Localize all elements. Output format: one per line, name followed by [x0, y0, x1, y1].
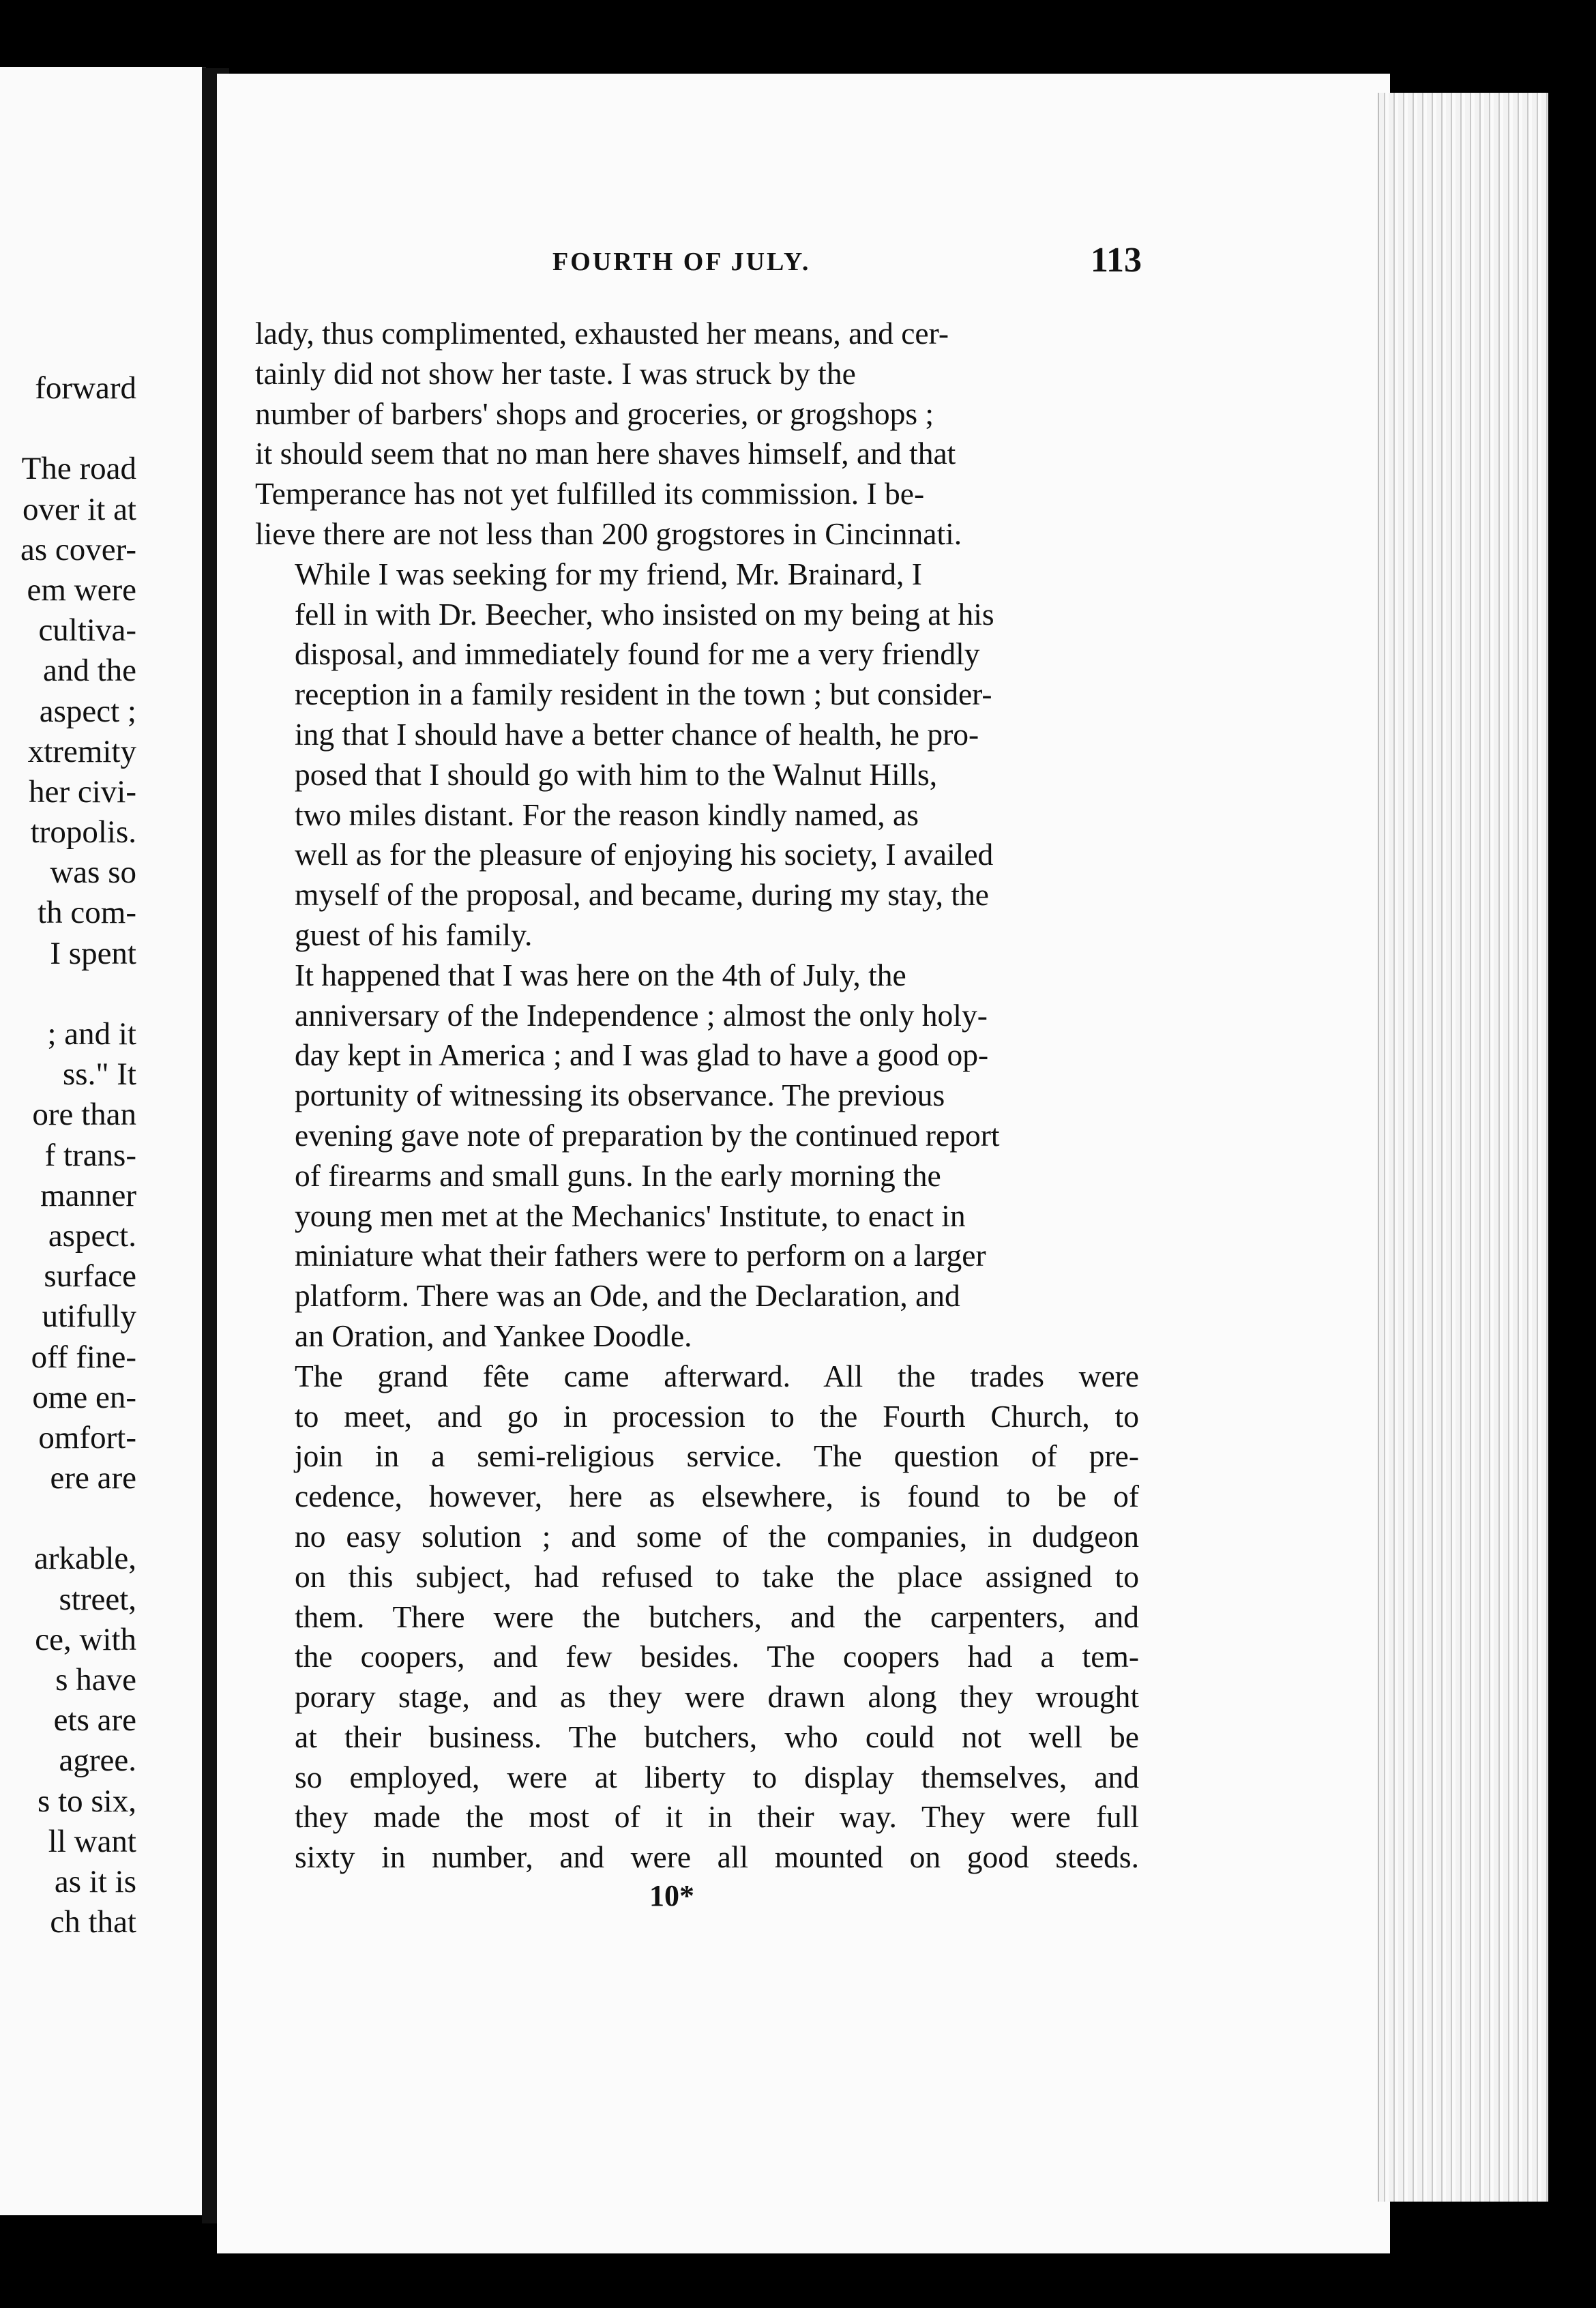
left-page-line: as cover- — [20, 531, 136, 567]
text-line: young men met at the Mechanics' Institute, to enact in — [295, 1198, 966, 1233]
left-page-line: over it at — [22, 491, 136, 527]
text-line: an Oration, and Yankee Doodle. — [295, 1318, 692, 1353]
running-head: FOURTH OF JULY. — [552, 248, 811, 276]
left-page-line: th com- — [38, 895, 136, 931]
text-line: disposal, and immediately found for me a very friendly — [295, 636, 980, 672]
left-page-line: her civi- — [29, 773, 136, 810]
left-page-line: ome en- — [32, 1379, 136, 1415]
left-page-line: aspect ; — [39, 693, 136, 729]
page-edges — [1378, 93, 1548, 2202]
left-page-line: manner — [40, 1177, 136, 1213]
left-page-line: off fine- — [31, 1339, 136, 1375]
text-line: it should seem that no man here shaves himself, and that — [255, 436, 956, 471]
left-page-line: agree. — [59, 1743, 136, 1779]
text-line: guest of his family. — [295, 917, 533, 952]
left-page-line: omfort- — [38, 1419, 136, 1455]
left-page-line: and the — [42, 653, 136, 689]
page-number: 113 — [1090, 241, 1142, 280]
paragraph-3 — [255, 956, 1139, 1357]
left-page-line: ce, with — [35, 1621, 136, 1657]
text-line: lady, thus complimented, exhausted her means, and cer- — [255, 316, 949, 351]
left-page-text — [0, 368, 136, 1942]
paragraph-4 — [255, 1357, 1139, 1878]
text-line: myself of the proposal, and became, during my stay, the — [295, 877, 989, 913]
text-line: no easy solution ; and some of the companies, in dudgeon — [295, 1518, 1139, 1554]
text-line: fell in with Dr. Beecher, who insisted on my being at his — [295, 596, 994, 632]
text-line: evening gave note of preparation by the continued report — [295, 1117, 1000, 1153]
text-line: join in a semi-religious service. The question of pre- — [295, 1438, 1139, 1474]
left-page — [0, 67, 206, 2215]
text-line: number of barbers' shops and groceries, or grogshops ; — [255, 396, 934, 431]
signature-mark: 10* — [649, 1879, 694, 1912]
text-line: anniversary of the Independence ; almost the only holy- — [295, 997, 988, 1033]
left-page-line: ; and it — [47, 1016, 136, 1052]
left-page-line: aspect. — [48, 1217, 136, 1254]
left-page-line: em were — [27, 572, 136, 608]
left-page-line: The road — [21, 451, 136, 487]
text-line: tainly did not show her taste. I was struck by the — [255, 355, 856, 391]
left-page-line: f trans- — [44, 1137, 136, 1173]
left-page-line: surface — [44, 1258, 136, 1294]
left-page-line: I spent — [50, 935, 136, 971]
left-page-line: ets are — [53, 1702, 136, 1739]
left-page-line: s to six, — [38, 1783, 136, 1819]
paragraph-2 — [255, 554, 1139, 956]
text-line: portunity of witnessing its observance. The previous — [295, 1078, 945, 1113]
left-page-line: ch that — [50, 1904, 136, 1940]
text-line: lieve there are not less than 200 grogstores in Cincinnati. — [255, 516, 962, 551]
text-line: so employed, were at liberty to display themselves, and — [295, 1759, 1139, 1794]
left-page-line: ere are — [50, 1460, 136, 1496]
text-line: to meet, and go in procession to the Fourth Church, to — [295, 1398, 1139, 1434]
text-line: them. There were the butchers, and the carpenters, and — [295, 1599, 1139, 1634]
text-line: It happened that I was here on the 4th of July, the — [295, 957, 906, 992]
left-page-line: xtremity — [27, 733, 136, 769]
text-line: platform. There was an Ode, and the Declaration, and — [295, 1278, 960, 1314]
left-page-line: arkable, — [33, 1541, 136, 1577]
text-line: well as for the pleasure of enjoying his society, I availed — [295, 837, 994, 872]
left-page-line: cultiva- — [38, 612, 136, 649]
text-line: sixty in number, and were all mounted on good steeds. — [295, 1839, 1139, 1875]
left-page-line: street, — [59, 1581, 136, 1617]
text-line: cedence, however, here as elsewhere, is found to be of — [295, 1479, 1139, 1514]
left-page-line: ll want — [48, 1823, 136, 1859]
text-line: ing that I should have a better chance of health, he pro- — [295, 716, 979, 752]
left-page-line: utifully — [42, 1299, 136, 1335]
text-line: on this subject, had refused to take the place assigned to — [295, 1558, 1139, 1594]
left-page-line: ss." It — [63, 1056, 136, 1093]
left-page-line — [0, 409, 136, 449]
paragraph-1 — [255, 314, 1139, 554]
text-line: While I was seeking for my friend, Mr. Brainard, I — [295, 556, 922, 591]
left-page-line — [0, 1498, 136, 1539]
text-line: of firearms and small guns. In the early morning the — [295, 1157, 941, 1193]
text-line: two miles distant. For the reason kindly named, as — [295, 797, 919, 832]
left-page-line: was so — [50, 855, 136, 891]
page-header — [254, 241, 1142, 285]
left-page-line: ore than — [32, 1097, 136, 1133]
text-line: porary stage, and as they were drawn along they wrought — [295, 1679, 1139, 1715]
text-line: The grand fête came afterward. All the trades were — [295, 1358, 1139, 1393]
text-line: they made the most of it in their way. They were full — [295, 1799, 1139, 1835]
text-line: Temperance has not yet fulfilled its commission. I be- — [255, 476, 925, 512]
text-line: the coopers, and few besides. The coopers had a tem- — [295, 1639, 1139, 1674]
left-page-line: as it is — [54, 1863, 136, 1899]
text-line: day kept in America ; and I was glad to have a good op- — [295, 1037, 989, 1073]
text-line: posed that I should go with him to the Walnut Hills, — [295, 756, 938, 792]
text-line: miniature what their fathers were to perform on a larger — [295, 1238, 986, 1273]
left-page-line — [0, 974, 136, 1014]
left-page-line: tropolis. — [30, 814, 136, 850]
text-line: at their business. The butchers, who could not well be — [295, 1719, 1139, 1754]
left-page-line: forward — [35, 370, 136, 406]
body-text — [255, 314, 1139, 1878]
text-line: reception in a family resident in the town ; but consider- — [295, 677, 992, 712]
left-page-line: s have — [55, 1662, 136, 1698]
